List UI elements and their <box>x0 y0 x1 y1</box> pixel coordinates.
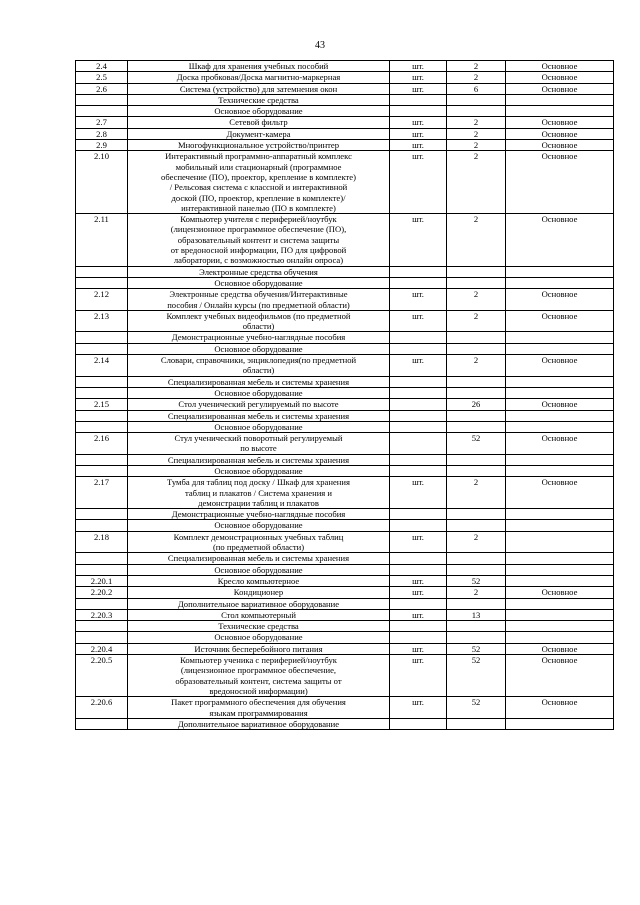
item-unit: шт. <box>390 310 447 332</box>
section-title: Дополнительное вариативное оборудование <box>128 718 390 729</box>
table-row <box>76 117 614 128</box>
item-number: 2.7 <box>76 117 128 128</box>
item-type: Основное <box>506 128 614 139</box>
section-unit-cell <box>390 266 447 277</box>
item-number: 2.9 <box>76 140 128 151</box>
section-unit-cell <box>390 509 447 520</box>
table-row <box>76 61 614 72</box>
table-row <box>76 151 614 214</box>
section-type-cell <box>506 343 614 354</box>
item-name: Многофункциональное устройство/принтер <box>128 140 390 151</box>
section-header-row <box>76 376 614 387</box>
section-header-row <box>76 718 614 729</box>
section-title: Специализированная мебель и системы хранения <box>128 376 390 387</box>
section-type-cell <box>506 266 614 277</box>
section-type-cell <box>506 277 614 288</box>
section-qty-cell <box>447 454 506 465</box>
section-num-cell <box>76 376 128 387</box>
section-unit-cell <box>390 106 447 117</box>
item-name: Пакет программного обеспечения для обучения языкам программирования <box>128 697 390 719</box>
section-header-row <box>76 421 614 432</box>
section-qty-cell <box>447 277 506 288</box>
item-name: Стол компьютерный <box>128 609 390 620</box>
section-type-cell <box>506 718 614 729</box>
item-unit: шт. <box>390 128 447 139</box>
item-type: Основное <box>506 151 614 214</box>
item-name: Сетевой фильтр <box>128 117 390 128</box>
section-title: Специализированная мебель и системы хранения <box>128 454 390 465</box>
section-unit-cell <box>390 332 447 343</box>
item-type: Основное <box>506 310 614 332</box>
section-num-cell <box>76 387 128 398</box>
item-name: Стул ученический поворотный регулируемый по высоте <box>128 433 390 455</box>
item-quantity: 2 <box>447 477 506 509</box>
item-unit: шт. <box>390 575 447 586</box>
section-title: Основное оборудование <box>128 387 390 398</box>
section-qty-cell <box>447 632 506 643</box>
item-name: Компьютер ученика с периферией/ноутбук (лицензионное программное обеспечение, образовательный контент, система защиты от вредоносной информации) <box>128 655 390 697</box>
table-row <box>76 587 614 598</box>
item-quantity: 2 <box>447 355 506 377</box>
item-unit <box>390 399 447 410</box>
section-qty-cell <box>447 94 506 105</box>
item-type: Основное <box>506 214 614 266</box>
item-type: Основное <box>506 697 614 719</box>
section-num-cell <box>76 410 128 421</box>
item-number: 2.12 <box>76 289 128 311</box>
item-quantity: 2 <box>447 72 506 83</box>
section-unit-cell <box>390 454 447 465</box>
section-type-cell <box>506 632 614 643</box>
table-row <box>76 140 614 151</box>
item-number: 2.20.4 <box>76 643 128 654</box>
section-qty-cell <box>447 520 506 531</box>
table-row <box>76 310 614 332</box>
item-number: 2.18 <box>76 531 128 553</box>
section-title: Основное оборудование <box>128 421 390 432</box>
section-unit-cell <box>390 94 447 105</box>
section-unit-cell <box>390 553 447 564</box>
section-unit-cell <box>390 387 447 398</box>
table-row <box>76 128 614 139</box>
item-type: Основное <box>506 140 614 151</box>
item-name: Стол ученический регулируемый по высоте <box>128 399 390 410</box>
item-number: 2.8 <box>76 128 128 139</box>
item-quantity: 6 <box>447 83 506 94</box>
item-quantity: 2 <box>447 531 506 553</box>
section-num-cell <box>76 553 128 564</box>
item-type: Основное <box>506 643 614 654</box>
section-header-row <box>76 343 614 354</box>
table-row <box>76 643 614 654</box>
section-header-row <box>76 520 614 531</box>
item-type: Основное <box>506 655 614 697</box>
section-num-cell <box>76 454 128 465</box>
section-title: Основное оборудование <box>128 632 390 643</box>
section-unit-cell <box>390 410 447 421</box>
item-name: Комплект демонстрационных учебных таблиц (по предметной области) <box>128 531 390 553</box>
item-unit: шт. <box>390 609 447 620</box>
item-unit: шт. <box>390 214 447 266</box>
section-num-cell <box>76 277 128 288</box>
section-unit-cell <box>390 598 447 609</box>
section-header-row <box>76 621 614 632</box>
section-title: Основное оборудование <box>128 564 390 575</box>
section-type-cell <box>506 465 614 476</box>
section-header-row <box>76 106 614 117</box>
item-unit: шт. <box>390 531 447 553</box>
item-name: Словари, справочники, энциклопедия(по предметной области) <box>128 355 390 377</box>
section-qty-cell <box>447 718 506 729</box>
page-number: 43 <box>315 40 325 51</box>
item-unit: шт. <box>390 289 447 311</box>
item-number: 2.5 <box>76 72 128 83</box>
item-unit: шт. <box>390 72 447 83</box>
item-number: 2.6 <box>76 83 128 94</box>
section-qty-cell <box>447 465 506 476</box>
section-header-row <box>76 509 614 520</box>
section-unit-cell <box>390 632 447 643</box>
item-name: Шкаф для хранения учебных пособий <box>128 61 390 72</box>
section-num-cell <box>76 266 128 277</box>
table-row <box>76 655 614 697</box>
table-row <box>76 477 614 509</box>
table-row <box>76 433 614 455</box>
item-unit: шт. <box>390 655 447 697</box>
section-unit-cell <box>390 277 447 288</box>
table-row <box>76 355 614 377</box>
section-num-cell <box>76 509 128 520</box>
section-num-cell <box>76 94 128 105</box>
item-unit: шт. <box>390 117 447 128</box>
item-quantity: 52 <box>447 655 506 697</box>
section-title: Основное оборудование <box>128 106 390 117</box>
item-type: Основное <box>506 587 614 598</box>
section-qty-cell <box>447 387 506 398</box>
item-number: 2.13 <box>76 310 128 332</box>
section-qty-cell <box>447 410 506 421</box>
section-header-row <box>76 266 614 277</box>
section-header-row <box>76 564 614 575</box>
section-header-row <box>76 465 614 476</box>
section-num-cell <box>76 718 128 729</box>
section-header-row <box>76 387 614 398</box>
equipment-table <box>75 60 614 730</box>
section-title: Основное оборудование <box>128 343 390 354</box>
item-quantity: 2 <box>447 117 506 128</box>
section-qty-cell <box>447 598 506 609</box>
item-name: Тумба для таблиц под доску / Шкаф для хранения таблиц и плакатов / Система хранения и демонстрации таблиц и плакатов <box>128 477 390 509</box>
section-unit-cell <box>390 421 447 432</box>
item-name: Доска пробковая/Доска магнитно-маркерная <box>128 72 390 83</box>
item-quantity: 2 <box>447 61 506 72</box>
section-title: Основное оборудование <box>128 520 390 531</box>
section-title: Демонстрационные учебно-наглядные пособия <box>128 332 390 343</box>
item-number: 2.20.6 <box>76 697 128 719</box>
section-num-cell <box>76 106 128 117</box>
item-type: Основное <box>506 289 614 311</box>
item-number: 2.20.5 <box>76 655 128 697</box>
section-num-cell <box>76 465 128 476</box>
section-qty-cell <box>447 332 506 343</box>
section-title: Специализированная мебель и системы хранения <box>128 410 390 421</box>
section-title: Основное оборудование <box>128 277 390 288</box>
section-qty-cell <box>447 621 506 632</box>
section-header-row <box>76 632 614 643</box>
item-number: 2.4 <box>76 61 128 72</box>
section-qty-cell <box>447 106 506 117</box>
item-number: 2.17 <box>76 477 128 509</box>
section-type-cell <box>506 454 614 465</box>
section-header-row <box>76 410 614 421</box>
item-unit: шт. <box>390 151 447 214</box>
section-qty-cell <box>447 421 506 432</box>
section-qty-cell <box>447 564 506 575</box>
item-type: Основное <box>506 83 614 94</box>
item-name: Система (устройство) для затемнения окон <box>128 83 390 94</box>
item-number: 2.20.3 <box>76 609 128 620</box>
section-num-cell <box>76 343 128 354</box>
section-unit-cell <box>390 520 447 531</box>
item-quantity: 52 <box>447 643 506 654</box>
section-type-cell <box>506 387 614 398</box>
section-unit-cell <box>390 343 447 354</box>
section-title: Специализированная мебель и системы хранения <box>128 553 390 564</box>
section-type-cell <box>506 520 614 531</box>
item-name: Электронные средства обучения/Интерактивные пособия / Онлайн курсы (по предметной области) <box>128 289 390 311</box>
section-num-cell <box>76 598 128 609</box>
section-type-cell <box>506 94 614 105</box>
item-name: Кондиционер <box>128 587 390 598</box>
item-number: 2.11 <box>76 214 128 266</box>
item-unit: шт. <box>390 140 447 151</box>
section-num-cell <box>76 564 128 575</box>
item-quantity: 52 <box>447 697 506 719</box>
item-type: Основное <box>506 72 614 83</box>
item-name: Источник бесперебойного питания <box>128 643 390 654</box>
section-qty-cell <box>447 266 506 277</box>
section-type-cell <box>506 598 614 609</box>
section-unit-cell <box>390 465 447 476</box>
section-num-cell <box>76 421 128 432</box>
item-type: Основное <box>506 117 614 128</box>
item-type <box>506 531 614 553</box>
table-row <box>76 531 614 553</box>
table-row <box>76 399 614 410</box>
item-quantity: 52 <box>447 575 506 586</box>
section-num-cell <box>76 621 128 632</box>
item-type: Основное <box>506 477 614 509</box>
item-quantity: 2 <box>447 310 506 332</box>
item-unit: шт. <box>390 587 447 598</box>
section-header-row <box>76 332 614 343</box>
section-title: Электронные средства обучения <box>128 266 390 277</box>
section-type-cell <box>506 553 614 564</box>
item-unit: шт. <box>390 83 447 94</box>
section-title: Демонстрационные учебно-наглядные пособия <box>128 509 390 520</box>
table-row <box>76 72 614 83</box>
section-header-row <box>76 553 614 564</box>
section-num-cell <box>76 332 128 343</box>
section-type-cell <box>506 332 614 343</box>
item-unit: шт. <box>390 477 447 509</box>
table-row <box>76 697 614 719</box>
item-number: 2.16 <box>76 433 128 455</box>
table-row <box>76 575 614 586</box>
item-unit <box>390 433 447 455</box>
item-type <box>506 609 614 620</box>
table-row <box>76 289 614 311</box>
item-quantity: 2 <box>447 289 506 311</box>
equipment-table-body <box>76 61 614 730</box>
item-number: 2.20.1 <box>76 575 128 586</box>
item-quantity: 13 <box>447 609 506 620</box>
section-type-cell <box>506 621 614 632</box>
item-type <box>506 575 614 586</box>
section-qty-cell <box>447 509 506 520</box>
section-header-row <box>76 277 614 288</box>
section-title: Основное оборудование <box>128 465 390 476</box>
item-name: Комплект учебных видеофильмов (по предметной области) <box>128 310 390 332</box>
section-unit-cell <box>390 621 447 632</box>
section-type-cell <box>506 410 614 421</box>
section-unit-cell <box>390 718 447 729</box>
section-type-cell <box>506 509 614 520</box>
section-header-row <box>76 94 614 105</box>
item-unit: шт. <box>390 697 447 719</box>
item-unit: шт. <box>390 643 447 654</box>
item-quantity: 2 <box>447 128 506 139</box>
section-type-cell <box>506 106 614 117</box>
item-number: 2.14 <box>76 355 128 377</box>
section-type-cell <box>506 421 614 432</box>
table-row <box>76 609 614 620</box>
section-title: Дополнительное вариативное оборудование <box>128 598 390 609</box>
item-type: Основное <box>506 355 614 377</box>
item-unit: шт. <box>390 355 447 377</box>
item-type: Основное <box>506 61 614 72</box>
table-row <box>76 83 614 94</box>
section-type-cell <box>506 564 614 575</box>
item-number: 2.20.2 <box>76 587 128 598</box>
section-header-row <box>76 454 614 465</box>
item-unit: шт. <box>390 61 447 72</box>
section-type-cell <box>506 376 614 387</box>
section-qty-cell <box>447 376 506 387</box>
item-name: Компьютер учителя с периферией/ноутбук (лицензионное программное обеспечение (ПО), образовательный контент и система защиты от вредоносной информации, ПО для цифровой лаборатории, с возможностью онлайн опроса) <box>128 214 390 266</box>
item-quantity: 26 <box>447 399 506 410</box>
section-title: Технические средства <box>128 621 390 632</box>
table-row <box>76 214 614 266</box>
item-quantity: 2 <box>447 214 506 266</box>
section-header-row <box>76 598 614 609</box>
item-type: Основное <box>506 399 614 410</box>
section-unit-cell <box>390 376 447 387</box>
item-name: Документ-камера <box>128 128 390 139</box>
section-qty-cell <box>447 553 506 564</box>
section-num-cell <box>76 520 128 531</box>
item-quantity: 2 <box>447 587 506 598</box>
section-unit-cell <box>390 564 447 575</box>
section-title: Технические средства <box>128 94 390 105</box>
item-number: 2.15 <box>76 399 128 410</box>
item-quantity: 2 <box>447 151 506 214</box>
item-name: Кресло компьютерное <box>128 575 390 586</box>
item-type: Основное <box>506 433 614 455</box>
item-name: Интерактивный программно-аппаратный комплекс мобильный или стационарный (программное обеспечение (ПО), проектор, крепление в комплекте) / Рельсовая система с классной и интерактивной доской (ПО, проектор, крепление в комплекте)/ интерактивной панелью (ПО в комплекте) <box>128 151 390 214</box>
item-number: 2.10 <box>76 151 128 214</box>
item-quantity: 52 <box>447 433 506 455</box>
item-quantity: 2 <box>447 140 506 151</box>
section-num-cell <box>76 632 128 643</box>
section-qty-cell <box>447 343 506 354</box>
